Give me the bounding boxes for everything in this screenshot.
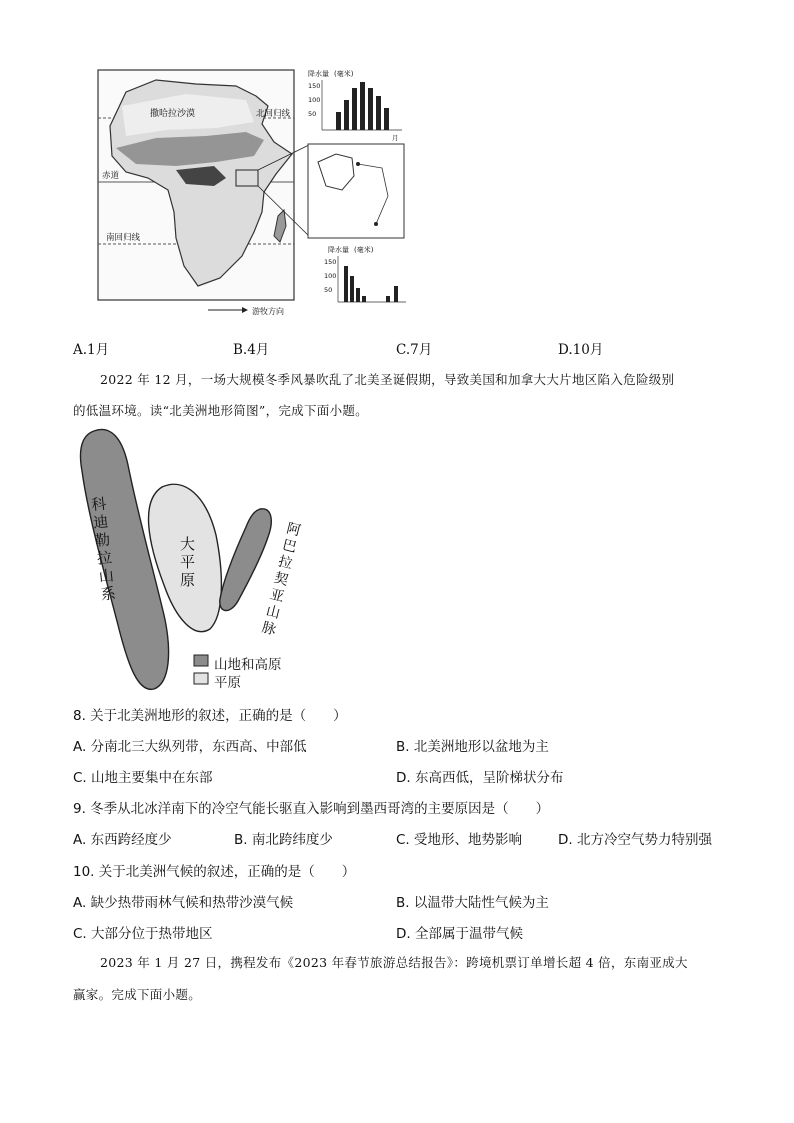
q10-option-b[interactable]: B. 以温带大陆性气候为主: [396, 895, 549, 911]
svg-text:150: 150: [308, 82, 321, 90]
q10-option-c[interactable]: C. 大部分位于热带地区: [73, 926, 213, 942]
q8-option-c[interactable]: C. 山地主要集中在东部: [73, 770, 213, 786]
prev-option-d[interactable]: D.10月: [558, 342, 604, 358]
svg-text:降水量: 降水量: [308, 70, 329, 78]
svg-text:100: 100: [308, 96, 321, 104]
question-8-stem: 8. 关于北美洲地形的叙述，正确的是（ ）: [73, 708, 347, 724]
appalachian-shape: [220, 509, 271, 611]
label-sahara: 撒哈拉沙漠: [150, 109, 196, 119]
q8-option-a[interactable]: A. 分南北三大纵列带，东西高、中部低: [73, 739, 307, 755]
legend-label-mountain: 山地和高原: [214, 657, 282, 673]
label-cordillera: 科迪勒拉山系: [90, 494, 117, 604]
label-tropic-north: 北回归线: [256, 109, 291, 119]
africa-map-svg: [96, 66, 410, 318]
intro-sea-line2: 赢家。完成下面小题。: [73, 987, 202, 1002]
legend-swatch-mountain: [194, 655, 208, 666]
rainfall-chart-bottom: [324, 245, 406, 302]
svg-text:降水量: 降水量: [328, 246, 349, 254]
question-9-stem: 9. 冬季从北冰洋南下的冷空气能长驱直入影响到墨西哥湾的主要原因是（ ）: [73, 801, 550, 817]
prev-option-c[interactable]: C.7月: [396, 342, 433, 358]
q8-option-d[interactable]: D. 东高西低，呈阶梯状分布: [396, 770, 564, 786]
q8-option-b[interactable]: B. 北美洲地形以盆地为主: [396, 739, 549, 755]
africa-map-figure: [96, 66, 410, 318]
svg-text:(毫米): (毫米): [334, 70, 354, 78]
label-tropic-south: 南回归线: [106, 233, 141, 243]
prev-question-options: [73, 338, 753, 358]
q9-option-d[interactable]: D. 北方冷空气势力特别强: [558, 832, 712, 848]
label-migration-direction: 游牧方向: [252, 307, 284, 316]
intro-sea-line1: 2023 年 1 月 27 日，携程发布《2023 年春节旅游总结报告》：跨境机票订单增长超 4 倍，东南亚成大: [100, 955, 688, 970]
north-america-terrain-map: [66, 425, 316, 695]
prev-option-a[interactable]: A.1月: [73, 342, 110, 358]
label-equator: 赤道: [102, 171, 120, 181]
q10-option-a[interactable]: A. 缺少热带雨林气候和热带沙漠气候: [73, 895, 294, 911]
svg-text:50: 50: [324, 286, 333, 294]
label-plain: 大平原: [180, 535, 196, 589]
svg-text:50: 50: [308, 110, 317, 118]
intro-na-line1: 2022 年 12 月，一场大规模冬季风暴吹乱了北美圣诞假期，导致美国和加拿大大片地区陷入危险级别: [100, 372, 675, 387]
label-appalachian: 阿巴拉契亚山脉: [260, 520, 303, 639]
legend-label-plain: 平原: [214, 675, 241, 691]
q9-option-b[interactable]: B. 南北跨纬度少: [234, 832, 333, 848]
rainfall-chart-top: [308, 69, 402, 142]
q9-option-c[interactable]: C. 受地形、地势影响: [396, 832, 523, 848]
svg-text:100: 100: [324, 272, 337, 280]
prev-option-b[interactable]: B.4月: [233, 342, 270, 358]
svg-text:(毫米): (毫米): [354, 246, 374, 254]
intro-na-line2: 的低温环境。读“北美洲地形简图”，完成下面小题。: [73, 403, 368, 418]
svg-text:月: 月: [392, 134, 399, 142]
q9-option-a[interactable]: A. 东西跨经度少: [73, 832, 172, 848]
question-10-stem: 10. 关于北美洲气候的叙述，正确的是（ ）: [73, 864, 356, 880]
legend-swatch-plain: [194, 673, 208, 684]
q10-option-d[interactable]: D. 全部属于温带气候: [396, 926, 523, 942]
inset-map-frame: [308, 144, 404, 238]
svg-text:150: 150: [324, 258, 337, 266]
